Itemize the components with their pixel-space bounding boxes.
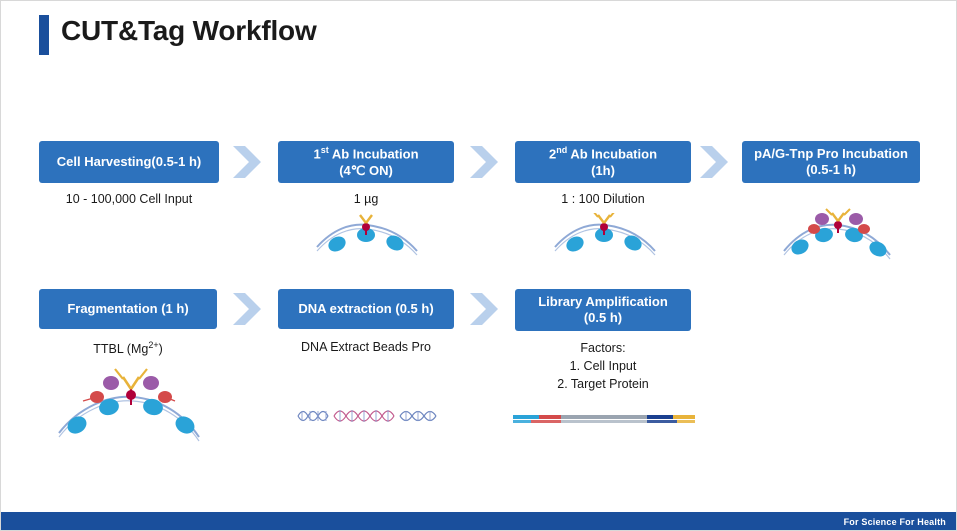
- page-title: CUT&Tag Workflow: [61, 15, 317, 46]
- step-box-dna-extraction[interactable]: [278, 289, 454, 329]
- caption-factors-title: Factors:: [580, 341, 626, 355]
- library-construct-illustration: [513, 411, 695, 427]
- step-label-line2: (0.5 h): [583, 310, 623, 325]
- step-label-line1: pA/G-Tnp Pro Incubation: [754, 145, 908, 161]
- footer-band: [1, 512, 956, 530]
- step-label-line2: (1h): [591, 162, 615, 178]
- caption-factor-1: 1. Cell Input: [569, 359, 637, 374]
- step-label-line2: (4℃ ON): [339, 162, 393, 178]
- chevron-right-icon: [231, 291, 265, 327]
- caption-dilution: 1 : 100 Dilution: [561, 192, 645, 206]
- step-label-wrap: [538, 294, 668, 327]
- footer-tagline: For Science For Health: [843, 517, 946, 527]
- step-label-wrap: [313, 145, 418, 179]
- step-box-first-ab-incubation[interactable]: [278, 141, 454, 183]
- step-label-line1: Library Amplification: [538, 293, 668, 309]
- caption-sup: 2+: [148, 340, 159, 350]
- step-label-wrap: [549, 145, 657, 179]
- caption-post: ): [158, 342, 163, 357]
- step-label-post: Ab Incubation: [567, 146, 658, 162]
- caption-cell-input: 10 - 100,000 Cell Input: [65, 192, 193, 206]
- step-label: Fragmentation (1 h): [67, 300, 189, 316]
- caption-library-factors: [515, 339, 691, 393]
- step-label: Cell Harvesting(0.5-1 h): [56, 153, 202, 169]
- step-label-sup: nd: [556, 145, 568, 156]
- step-box-library-amplification[interactable]: [515, 289, 691, 331]
- caption-fragmentation-buffer: [39, 339, 217, 358]
- caption-factor-2: 2. Target Protein: [557, 377, 649, 392]
- step-box-fragmentation[interactable]: [39, 289, 217, 329]
- title-accent-bar: [39, 15, 49, 55]
- dna-fragment-illustration: [296, 403, 438, 429]
- nucleosome-illustration: [53, 361, 205, 449]
- chevron-right-icon: [468, 291, 502, 327]
- nucleosome-illustration: [311, 213, 423, 265]
- step-label-line2: (0.5-1 h): [806, 162, 856, 177]
- step-label-wrap: [754, 146, 908, 179]
- step-box-cell-harvesting[interactable]: [39, 141, 219, 183]
- chevron-right-icon: [231, 144, 265, 180]
- caption-pre: TTBL (Mg: [93, 342, 149, 357]
- step-box-second-ab-incubation[interactable]: [515, 141, 691, 183]
- step-label: DNA extraction (0.5 h): [298, 300, 434, 316]
- step-label-pre: 2: [548, 146, 557, 162]
- step-box-pag-tnp-incubation[interactable]: [742, 141, 920, 183]
- caption-dna-extract-beads: DNA Extract Beads Pro: [301, 340, 431, 354]
- step-label-sup: st: [320, 145, 329, 156]
- step-label-post: Ab Incubation: [328, 146, 419, 162]
- nucleosome-illustration: [776, 207, 898, 269]
- chevron-right-icon: [698, 144, 732, 180]
- nucleosome-illustration: [549, 213, 661, 265]
- caption-antibody-amount: 1 µg: [353, 192, 379, 206]
- chevron-right-icon: [468, 144, 502, 180]
- step-label-pre: 1: [313, 146, 321, 162]
